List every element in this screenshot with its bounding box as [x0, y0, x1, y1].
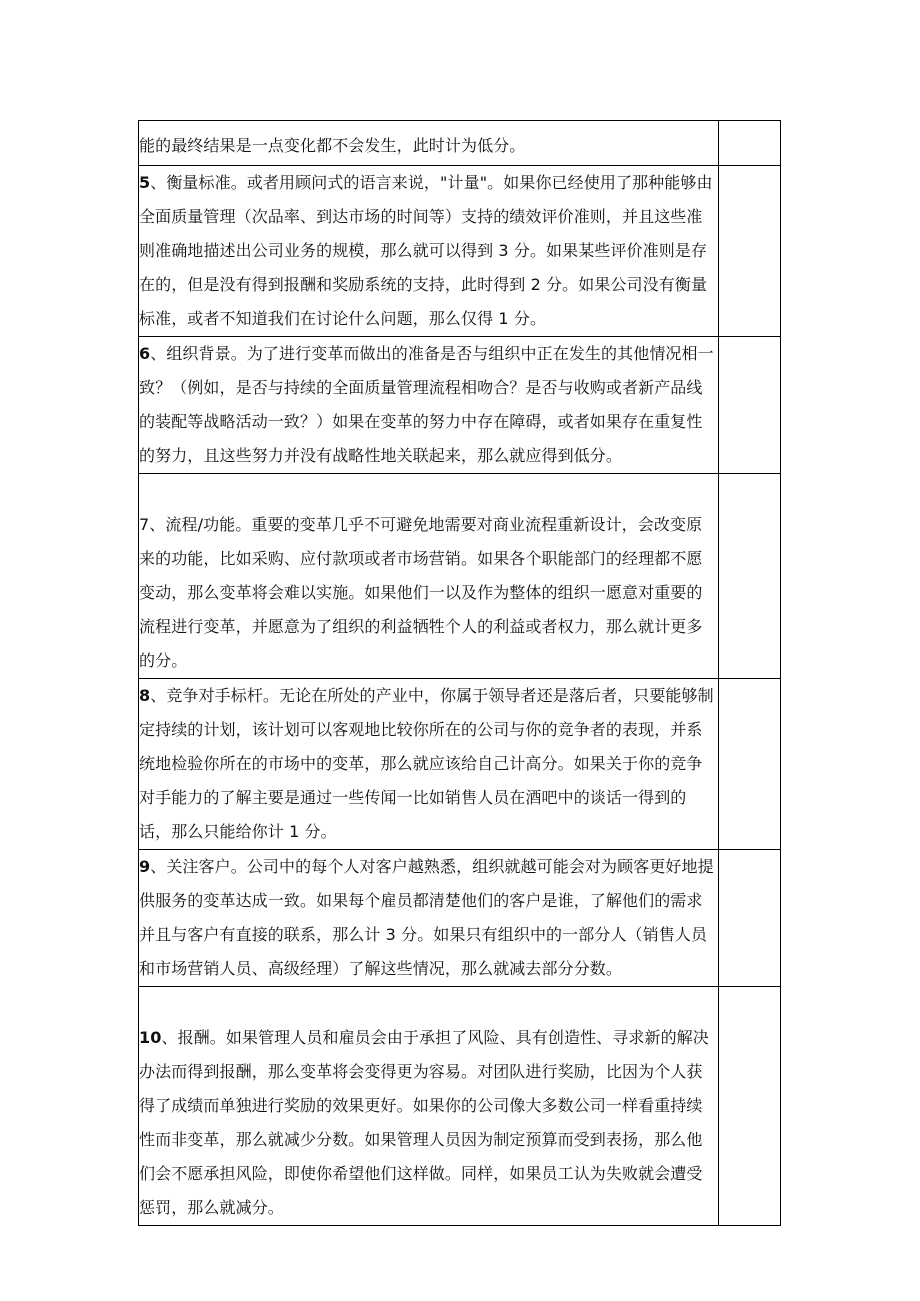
- item-body: 、关注客户。公司中的每个人对客户越熟悉，组织就越可能会对为顾客更好地提供服务的变革达成一致。如果每个雇员都清楚他们的客户是谁，了解他们的需求并且与客户有直接的联系，那么计 3 分。如果只有组织中的一部分人（销售人员和市场营销人员、高级经理）了解这些情况，那么就减去部分分数。: [139, 857, 714, 978]
- blank-line: [139, 987, 718, 1021]
- item-number: 6: [139, 344, 151, 363]
- item-7-text: [139, 508, 718, 678]
- item-body: 、报酬。如果管理人员和雇员会由于承担了风险、具有创造性、寻求新的解决办法而得到报酬，那么变革将会变得更为容易。对团队进行奖励，比因为个人获得了成绩而单独进行奖励的效果更好。如果你的公司像大多数公司一样看重持续性而非变革，那么就减少分数。如果管理人员因为制定预算而受到表扬，那么他们会不愿承担风险，即使你希望他们这样做。同样，如果员工认为失败就会遭受惩罚，那么就减分。: [139, 1028, 709, 1217]
- item-body: 、组织背景。为了进行变革而做出的准备是否与组织中正在发生的其他情况相一致？（例如，是否与持续的全面质量管理流程相吻合？是否与收购或者新产品线的装配等战略活动一致？）如果在变革的努力中存在障碍，或者如果存在重复性的努力，且这些努力并没有战略性地关联起来，那么就应得到低分。: [139, 344, 714, 465]
- item-number: 5: [139, 173, 151, 192]
- item-9-text: [139, 850, 718, 986]
- assessment-table: [138, 120, 781, 1226]
- table-row: [139, 121, 781, 166]
- table-row: [139, 474, 781, 679]
- item-body: 、流程/功能。重要的变革几乎不可避免地需要对商业流程重新设计，会改变原来的功能，比如采购、应付款项或者市场营销。如果各个职能部门的经理都不愿变动，那么变革将会难以实施。如果他们一以及作为整体的组织一愿意对重要的流程进行变革，并愿意为了组织的利益牺牲个人的利益或者权力，那么就计更多的分。: [139, 515, 703, 670]
- item-text-cell: [139, 850, 719, 987]
- item-10-text: [139, 1021, 718, 1225]
- table-row: [139, 679, 781, 850]
- score-cell[interactable]: [719, 987, 781, 1226]
- item-text-cell: [139, 987, 719, 1226]
- item-continuation-text: 能的最终结果是一点变化都不会发生，此时计为低分。: [139, 136, 526, 155]
- score-cell[interactable]: [719, 679, 781, 850]
- item-text-cell: [139, 474, 719, 679]
- item-number: 10: [139, 1028, 162, 1047]
- score-cell[interactable]: [719, 850, 781, 987]
- item-number: 8: [139, 686, 151, 705]
- item-text-cell: [139, 337, 719, 474]
- item-body: 、竞争对手标杆。无论在所处的产业中，你属于领导者还是落后者，只要能够制定持续的计划，该计划可以客观地比较你所在的公司与你的竞争者的表现，并系统地检验你所在的市场中的变革，那么就应该给自己计高分。如果关于你的竞争对手能力的了解主要是通过一些传闻一比如销售人员在酒吧中的谈话一得到的话，那么只能给你计 1 分。: [139, 686, 714, 841]
- item-number: 9: [139, 857, 151, 876]
- table-row: [139, 166, 781, 337]
- item-6-text: [139, 337, 718, 473]
- score-cell[interactable]: [719, 121, 781, 166]
- item-5-text: [139, 166, 718, 336]
- item-text-cell: [139, 679, 719, 850]
- blank-line: [139, 474, 718, 508]
- item-body: 、衡量标准。或者用顾问式的语言来说，"计量"。如果你已经使用了那种能够由全面质量管理（次品率、到达市场的时间等）支持的绩效评价准则，并且这些准则准确地描述出公司业务的规模，那么就可以得到 3 分。如果某些评价准则是存在的，但是没有得到报酬和奖励系统的支持，此时得到 2 分。如果公司没有衡量标准，或者不知道我们在讨论什么问题，那么仅得 1 分。: [139, 173, 713, 328]
- item-text-cell: [139, 121, 719, 166]
- score-cell[interactable]: [719, 166, 781, 337]
- score-cell[interactable]: [719, 474, 781, 679]
- score-cell[interactable]: [719, 337, 781, 474]
- item-text-cell: [139, 166, 719, 337]
- table-row: [139, 850, 781, 987]
- table-row: [139, 337, 781, 474]
- item-number: 7: [139, 515, 150, 534]
- item-8-text: [139, 679, 718, 849]
- table-row: [139, 987, 781, 1226]
